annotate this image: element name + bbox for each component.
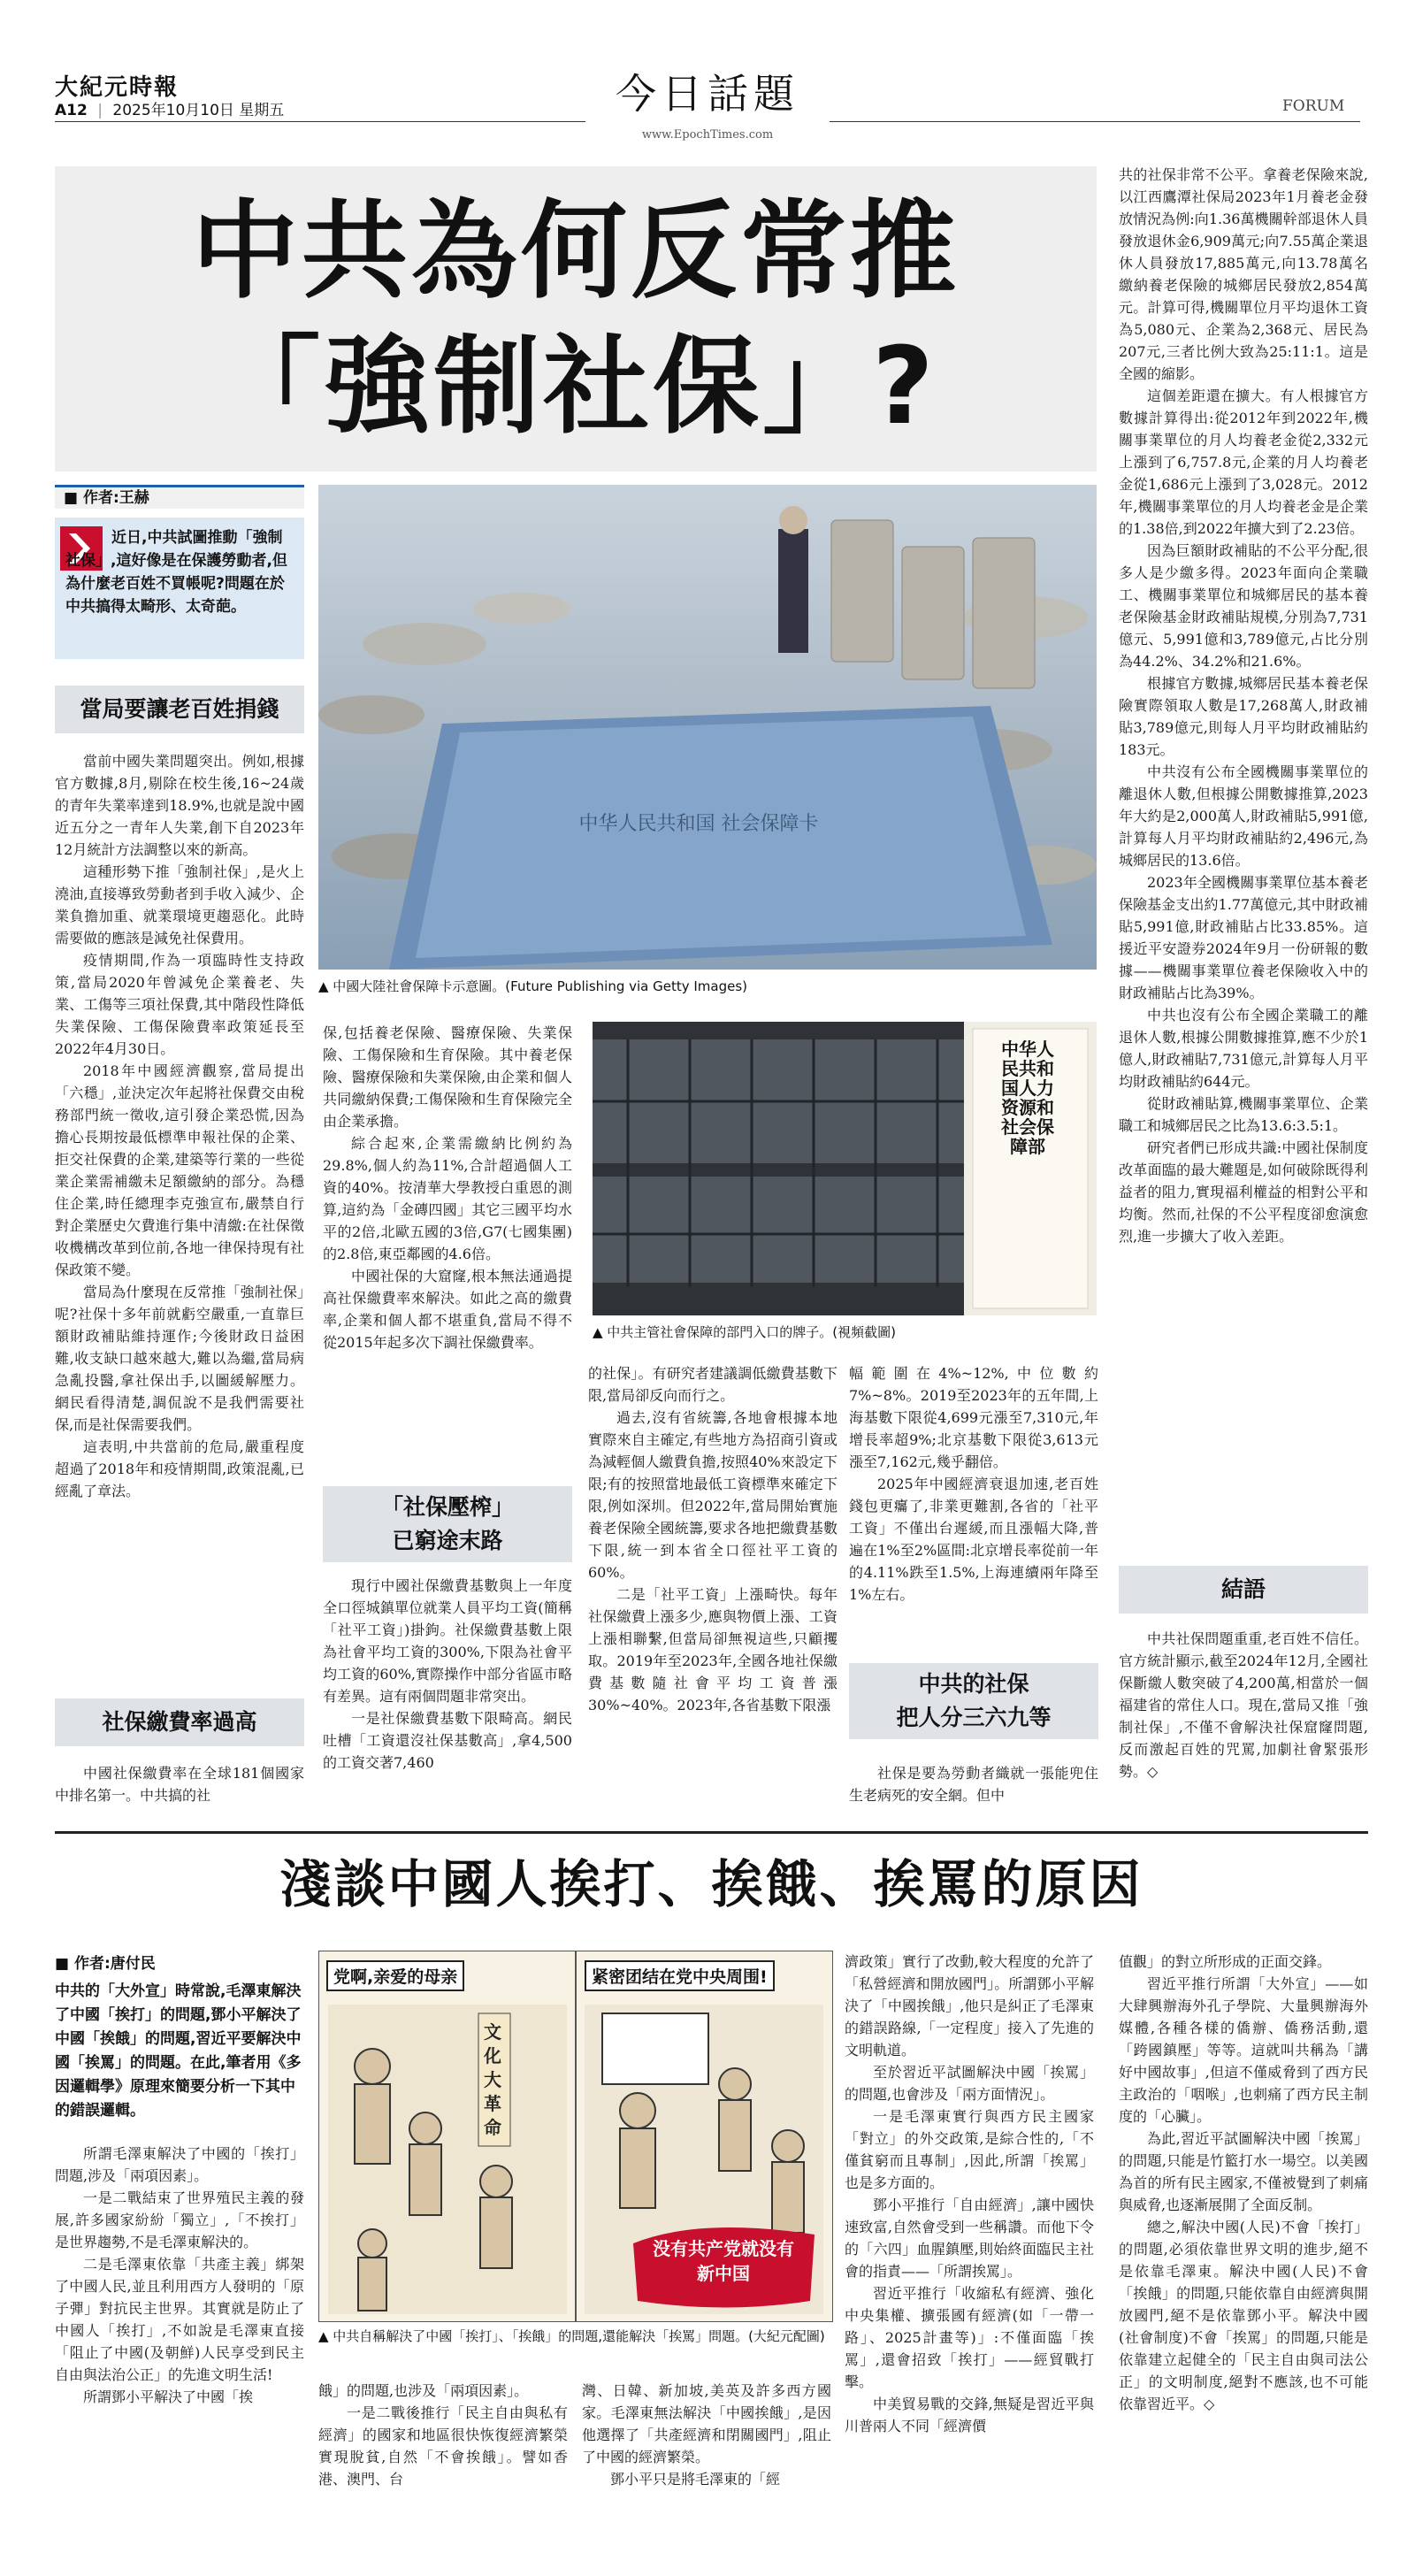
subhead-exploitation-end (323, 1486, 572, 1562)
coin-stacks (831, 520, 1035, 688)
ministry-sign-photo (593, 1022, 1097, 1315)
article2-col4: 濟政策」實行了改動,較大程度的允許了「私營經濟和開放國門」。所謂鄧小平解決了「中國挨餓」,他只是糾正了毛澤東的錯誤路線,「一定程度」接入了先進的文明軌道。 至於習近平試圖解決中國「挨罵」的問題,也會涉及「兩方面情況」。 一是毛澤東實行與西方民主國家「對立」的外交政策,是綜合性的,「不僅貧窮而且專制」,因此,所謂「挨罵」也是多方面的。 鄧小平推行「自由經濟」,讓中國快速致富,自然會受到一些稱讚。而他下令的「六四」血腥鎮壓,則始終面臨民主社會的指責——「所謂挨罵」。 習近平推行「收縮私有經濟、強化中央集權、擴張國有經濟(如「一帶一路」、2025計畫等)」:不僅面臨「挨罵」,還會招致「挨打」——經貿戰打擊。 中美貿易戰的交鋒,無疑是習近平與川普兩人不同「經濟價 (845, 1953, 1094, 2434)
article1-col4: 幅範圍在4%~12%,中位數約7%~8%。2019至2023年的五年間,上海基數下限從4,699元漲至7,310元,年增長率超9%;北京基數下限從3,613元漲至7,162元,幾乎翻倍。 2025年中國經濟衰退加速,老百姓錢包更癟了,非業更難割,各省的「社平工資」不僅出台遲緩,而且漲幅大降,普遍在1%至2%區間:北京增長率從前一年的4.11%跌至1.5%,上海連續兩年降至1%左右。 (849, 1365, 1098, 1603)
section-title: 今日話題 (616, 70, 799, 118)
article-divider (55, 1831, 1368, 1834)
article2-author: ■ 作者:唐付民 (55, 1955, 156, 1973)
author-line: ■ 作者:王赫 (55, 485, 304, 509)
page-number: A12 (55, 102, 88, 119)
separator: | (97, 102, 103, 119)
cartoon-illustration (318, 1951, 833, 2322)
article2-col3: 灣、日韓、新加坡,美英及許多西方國家。毛澤東無法解決「中國挨餓」,是因他選擇了「共產經濟和閉關國門」,阻止了中國的經濟繁榮。 鄧小平只是將毛澤東的「經 (582, 2382, 831, 2488)
article2-col2: 餓」的問題,也涉及「兩項因素」。 一是二戰後推行「民主自由與私有經濟」的國家和地區很快恢復經濟繁榮實現脫貧,自然「不會挨餓」。譬如香港、澳門、台 (318, 2382, 568, 2488)
headline-line-1: 中共為何反常推 (192, 190, 960, 313)
subhead-line: 把人分三六九等 (896, 1705, 1052, 1730)
photo1-caption: ▲ 中國大陸社會保障卡示意圖。(Future Publishing via Getty Images) (318, 978, 748, 994)
article2-lead: 中共的「大外宣」時常說,毛澤東解決了中國「挨打」的問題,鄧小平解決了中國「挨餓」的問題,習近平要解決中國「挨罵」的問題。在此,筆者用《多因邏輯學》原理來簡要分析一下其中的錯誤邏輯。 (55, 1982, 302, 2120)
subhead-conclusion: 結語 (1119, 1566, 1368, 1614)
article2-photo-caption: ▲ 中共自稱解決了中國「挨打」、「挨餓」的問題,還能解決「挨罵」問題。(大紀元配圖) (318, 2328, 825, 2344)
cartoon-speech-bubble: 没有共产党就没有新中国 (653, 2238, 794, 2284)
article1-col3: 的社保」。有研究者建議調低繳費基數下限,當局卻反向而行之。 過去,沒有省統籌,各地會根據本地實際來自主確定,有些地方為招商引資或為減輕個人繳費負擔,按照40%來設定下限;有的按照當地最低工資標準來確定下限,例如深圳。但2022年,當局開始實施養老保險全國統籌,要求各地把繳費基數下限,統一到本省全口徑社平工資的60%。 二是「社平工資」上漲畸快。每年社保繳費上漲多少,應與物價上漲、工資上漲相聯繫,但當局卻無視這些,只顧攫取。2019年至2023年,全國各地社保繳費基數隨社會平均工資普漲30%~40%。2023年,各省基數下限漲 (588, 1365, 838, 1714)
article1-col1b: 中國社保繳費率在全球181個國家中排名第一。中共搞的社 (55, 1765, 304, 1804)
article2-headline: 淺談中國人挨打、挨餓、挨罵的原因 (279, 1854, 1143, 1914)
subhead-high-contribution-rate: 社保繳費率過高 (55, 1698, 304, 1746)
lead-box (55, 518, 304, 659)
article1-col1: 當前中國失業問題突出。例如,根據官方數據,8月,剔除在校生後,16~24歲的青年失業率達到18.9%,也就是說中國近五分之一青年人失業,創下自2023年12月統計方法調整以來的新高。 這種形勢下推「強制社保」,是火上澆油,直接導致勞動者到手收入減少、企業負擔加重、就業環境更趨惡化。此時需要做的應該是減免社保費用。 疫情期間,作為一項臨時性支持政策,當局2020年曾減免企業養老、失業、工傷等三項社保費,其中階段性降低失業保險、工傷保險費率政策延長至2022年4月30日。 2018年中國經濟觀察,當局提出「六穩」,並決定次年起將社保費交由稅務部門統一徵收,這引發企業恐慌,因為擔心長期按最低標準申報社保的企業、拒交社保費的企業,建築等行業的一些從業企業需補繳未足額繳納的部分。為穩住企業,時任總理李克強宣布,嚴禁自行對企業歷史欠費進行集中清繳:在社保徵收機構改革到位前,各地一律保持現有社保政策不變。 當局為什麼現在反常推「強制社保」呢?社保十多年前就虧空嚴重,一直靠巨額財政補貼維持運作;今後財政日益困難,收支缺口越來越大,難以為繼,當局病急亂投醫,拿社保出手,以圖緩解壓力。網民看得清楚,調侃說不是我們需要社保,而是社保需要我們。 這表明,中共當前的危局,嚴重程度超過了2018年和疫情期間,政策混亂,已經亂了章法。 (55, 753, 304, 1499)
headline-line-2: 「強制社保」? (214, 326, 937, 448)
paper-name: 大紀元時報 (55, 74, 180, 101)
cartoon-sign: 文化大革命 (484, 2021, 501, 2138)
subhead-ranked-people (849, 1663, 1098, 1739)
svg-text:中华人民共和国 社会保障卡: 中华人民共和国 社会保障卡 (578, 813, 819, 835)
subhead-line: 中共的社保 (918, 1671, 1029, 1697)
article1-col2b: 現行中國社保繳費基數與上一年度全口徑城鎮單位就業人員平均工資(簡稱「社平工資」)掛鉤。社保繳費基數上限為社會平均工資的300%,下限為社會平均工資的60%,實際操作中部分省區市略有差異。這有兩個問題非常突出。 一是社保繳費基數下限畸高。網民吐槽「工資還沒社保基數高」,拿4,500的工資交著7,460 (323, 1577, 572, 1771)
headline-band (55, 166, 1097, 472)
article2-col1: 所謂毛澤東解決了中國的「挨打」問題,涉及「兩項因素」。 一是二戰結束了世界殖民主義的發展,許多國家紛紛「獨立」,「不挨打」是世界趨勢,不是毛澤東解決的。 二是毛澤東依靠「共產主義」綁架了中國人民,並且利用西方人發明的「原子彈」對抗民主世界。其實就是防止了中國人「挨打」,不如說是毛澤東直接「阻止了中國(及朝鮮)人民享受到民主自由與法治公正」的先進文明生活! 所謂鄧小平解決了中國「挨 (55, 2145, 304, 2405)
cartoon-caption-right: 紧密团结在党中央周围! (585, 1960, 775, 1991)
social-security-card-photo (318, 485, 1097, 970)
masthead-rule-right (830, 121, 1360, 122)
article1-col2: 保,包括養老保險、醫療保險、失業保險、工傷保險和生育保險。其中養老保險、醫療保險和失業保險,由企業和個人共同繳納保費;工傷保險和生育保險完全由企業承擔。 綜合起來,企業需繳納比例約為29.8%,個人約為11%,合計超過個人工資的40%。按清華大學教授白重恩的測算,這約為「金磚四國」其它三國平均水平的2倍,北歐五國的3倍,G7(七國集團)的2.8倍,東亞鄰國的4.6倍。 中國社保的大窟窿,根本無法通過提高社保繳費率來解決。如此之高的繳費率,企業和個人都不堪重負,當局不得不從2015年起多次下調社保繳費率。 (323, 1024, 572, 1351)
article2-col5: 值觀」的對立所形成的正面交鋒。 習近平推行所謂「大外宣」——如大肆興辦海外孔子學院、大量興辦海外媒體,各種各樣的僑辦、僑務活動,還「跨國鎮壓」等等。這就叫共稱為「講好中國故事」,但這不僅威脅到了西方民主政治的「咽喉」,也刺痛了西方民主制度的「心臟」。 為此,習近平試圖解決中國「挨罵」的問題,只能是竹籃打水一場空。以美國為首的所有民主國家,不僅被覺到了刺痛與威脅,也逐漸展開了全面反制。 總之,解決中國(人民)不會「挨打」的問題,必須依靠世界文明的進步,絕不是依靠毛澤東。解決中國(人民)不會「挨餓」的問題,只能依靠自由經濟與開放國門,絕不是依靠鄧小平。解決中國(社會制度)不會「挨罵」的問題,只能是依靠建立起健全的「民主自由與司法公正」的文明制度,絕對不應該,也不可能依靠習近平。◇ (1119, 1953, 1368, 2412)
cartoon-caption-left: 党啊,亲爱的母亲 (326, 1960, 464, 1991)
subhead-line: 已窮途末路 (392, 1528, 503, 1553)
lead-text: 近日,中共試圖推動「強制社保」,這好像是在保護勞動者,但為什麼老百姓不買帳呢?問題在於中共搞得太畸形、太奇葩。 (65, 529, 287, 616)
subhead-taxing-people: 當局要讓老百姓捐錢 (55, 686, 304, 733)
ministry-sign-text: 中华人民共和国人力资源和社会保障部 (1001, 1039, 1054, 1157)
site-url[interactable]: www.EpochTimes.com (641, 128, 774, 142)
masthead-rule-left (55, 121, 585, 122)
issue-date: 2025年10月10日 星期五 (112, 102, 285, 119)
subhead-line: 「社保壓榨」 (380, 1494, 514, 1520)
article1-col4b: 社保是要為勞動者織就一張能兜住生老病死的安全網。但中 (849, 1765, 1098, 1804)
section-en: FORUM (1282, 97, 1345, 115)
photo2-caption: ▲ 中共主管社會保障的部門入口的牌子。(視頻截圖) (593, 1324, 897, 1340)
article1-col5: 共的社保非常不公平。拿養老保險來說,以江西鷹潭社保局2023年1月養老金發放情況為例:向1.36萬機關幹部退休人員發放退休金6,909萬元;向7.55萬企業退休人員發放17,885萬元,向13.78萬名繳納養老保險的城鄉居民發放2,854萬元。計算可得,機關單位月平均退休工資為5,080元、企業為2,368元、居民為207元,三者比例大致為25:11:1。這是全國的縮影。 這個差距還在擴大。有人根據官方數據計算得出:從2012年到2022年,機關事業單位的月人均養老金從2,332元上漲到了6,757.8元,企業的月人均養老金從1,686元上漲到了3,028元。2012年,機關事業單位的月人均養老金是企業的1.38倍,到2022年擴大到了2.23倍。 因為巨額財政補貼的不公平分配,很多人是少繳多得。2023年面向企業職工、機關事業單位和城鄉居民的基本養老保險基金財政補貼規模,分別為7,731億元、5,991億和3,789億元,占比分別為44.2%、34.2%和21.6%。 根據官方數據,城鄉居民基本養老保險實際領取人數是17,268萬人,財政補貼3,789億元,則每人月平均財政補貼約183元。 中共沒有公布全國機關事業單位的離退休人數,但根據公開數據推算,2023年大約是2,000萬人,財政補貼5,991億,計算每人月平均財政補貼約2,496元,為城鄉居民的13.6倍。 2023年全國機關事業單位基本養老保險基金支出約1.77萬億元,其中財政補貼5,991億,財政補貼占比33.85%。這援近平安證券2024年9月一份研報的數據——機關事業單位養老保險收入中的財政補貼占比為39%。 中共也沒有公布全國企業職工的離退休人數,根據公開數據推算,應不少於1億人,財政補貼7,731億元,計算每人月平均財政補貼約644元。 從財政補貼算,機關事業單位、企業職工和城鄉居民之比為13.6:3.5:1。 研究者們已形成共識:中國社保制度改革面臨的最大難題是,如何破除既得利益者的阻力,實現福利權益的相對公平和均衡。然而,社保的不公平程度卻愈演愈烈,進一步擴大了收入差距。 (1119, 166, 1368, 1245)
article1-col5b: 中共社保問題重重,老百姓不信任。官方統計顯示,截至2024年12月,全國社保斷繳人數突破了4,200萬,相當於一個福建省的常住人口。現在,當局又推「強制社保」,不僅不會解決社保窟窿問題,反而激起百姓的咒罵,加劇社會緊張形勢。◇ (1119, 1630, 1368, 1780)
